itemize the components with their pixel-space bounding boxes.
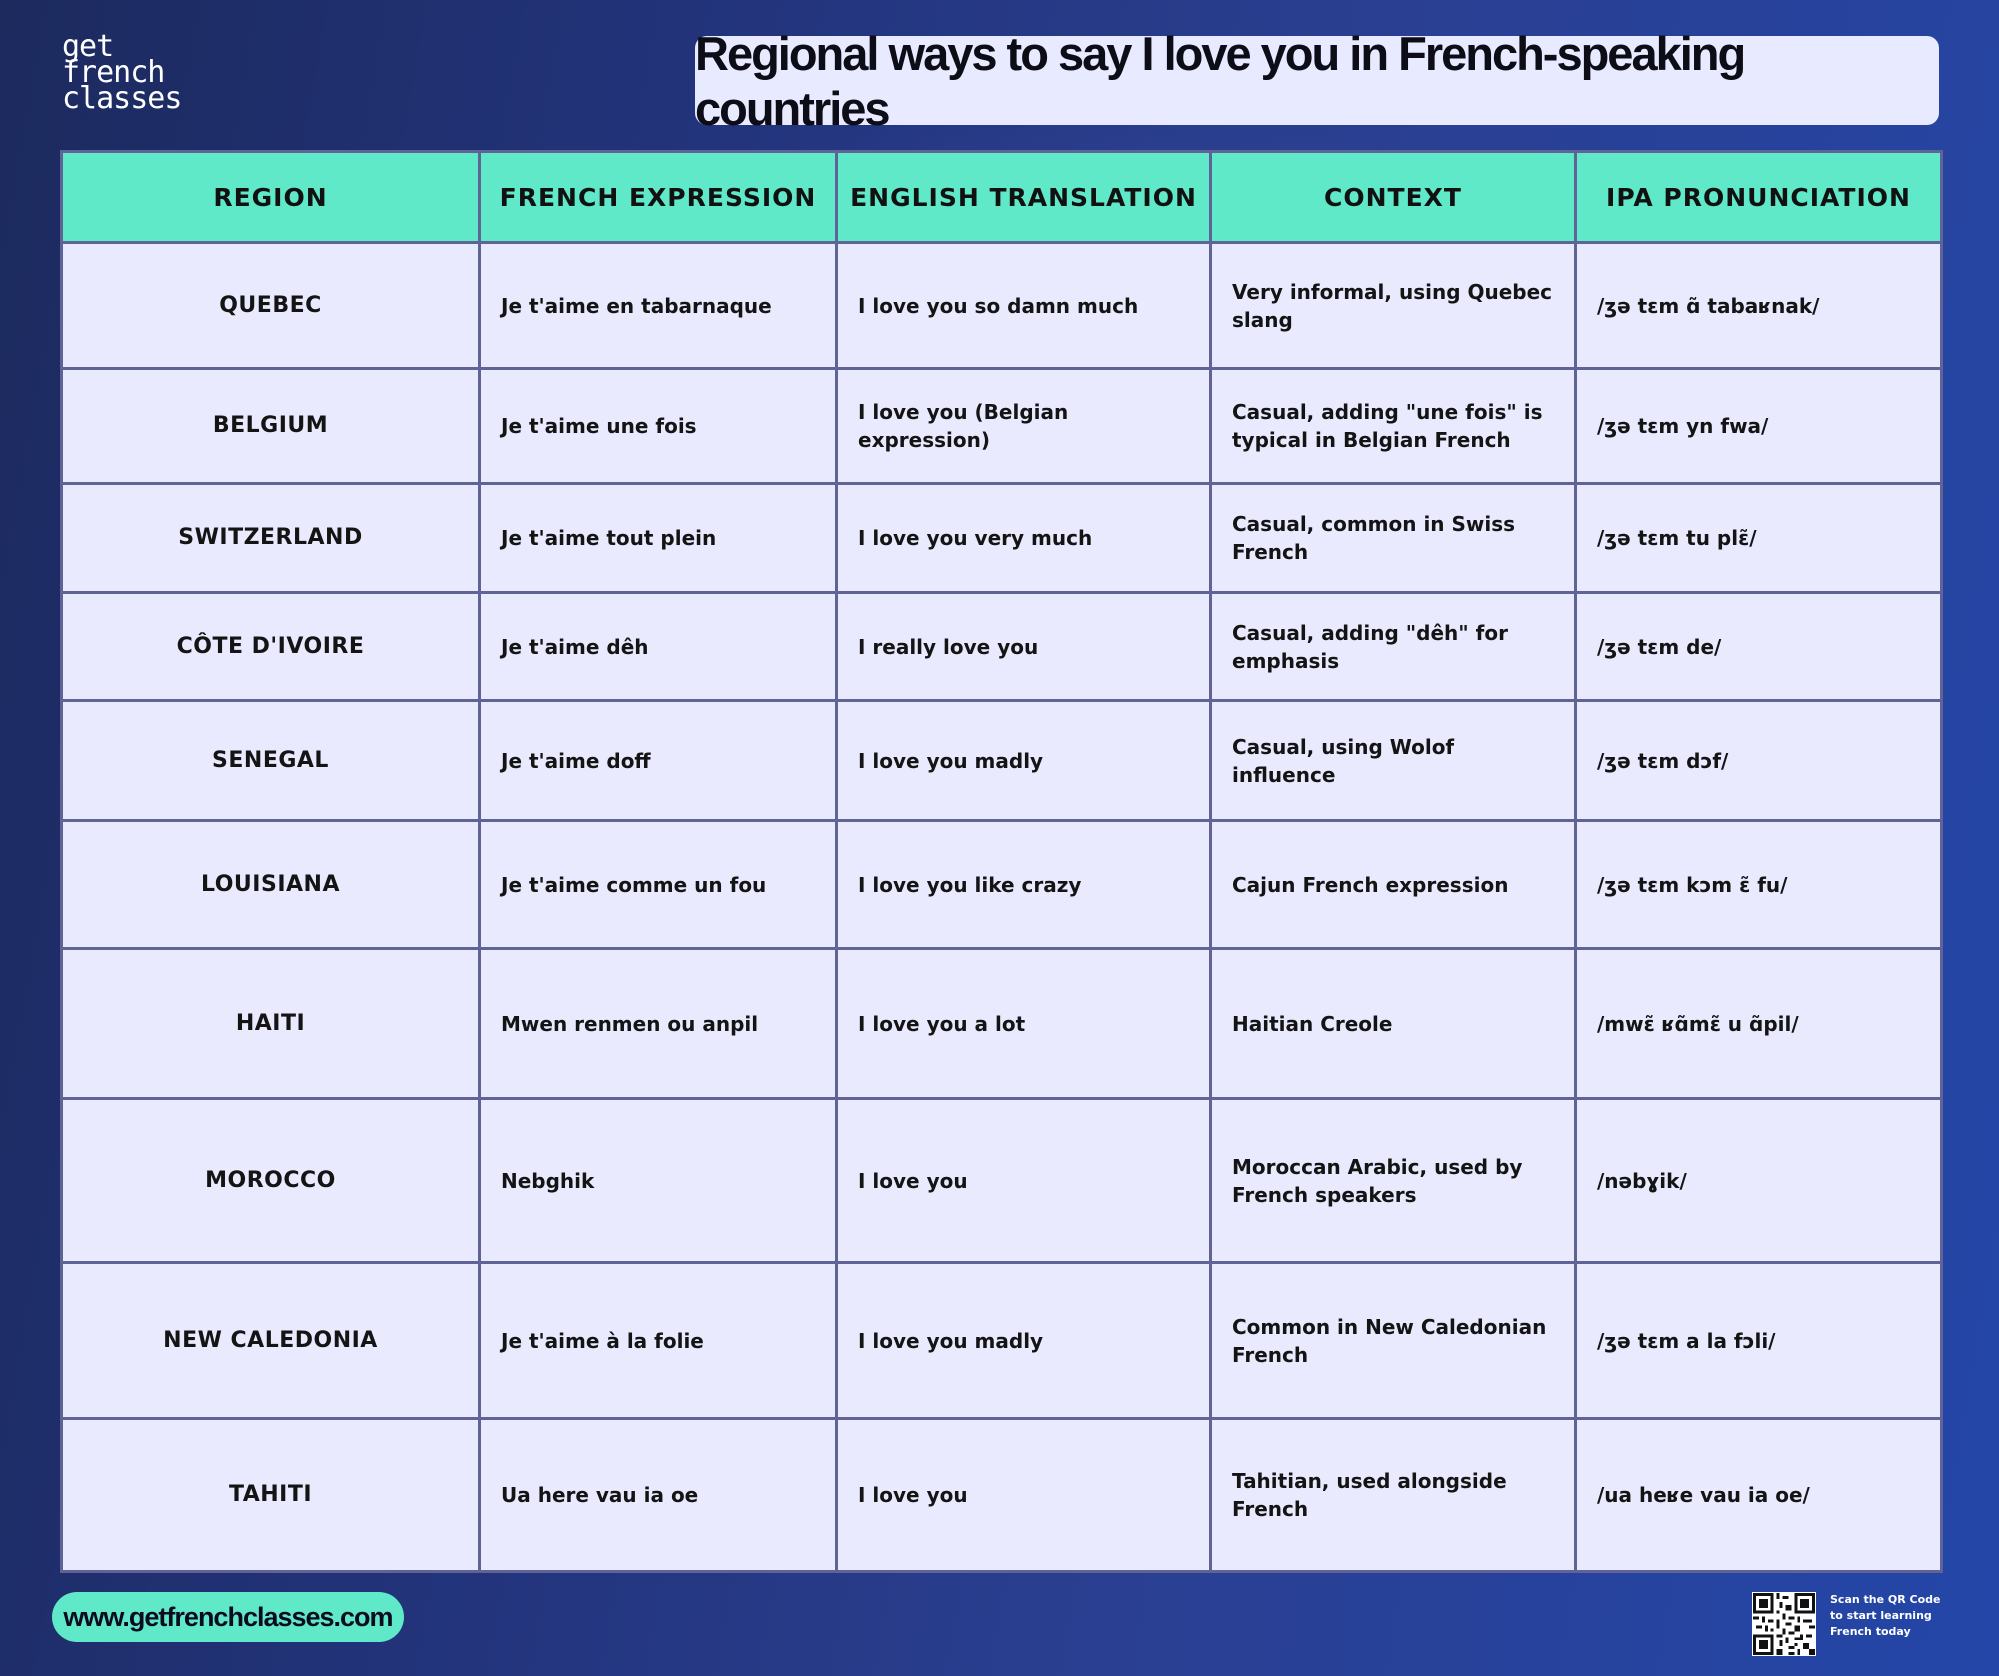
translation-cell: I love you so damn much — [837, 243, 1211, 369]
qr-caption: Scan the QR Code to start learning French today — [1830, 1593, 1941, 1638]
table-row — [62, 949, 1942, 1099]
region-cell: MOROCCO — [62, 1099, 480, 1263]
translation-cell: I really love you — [837, 593, 1211, 701]
context-cell: Casual, using Wolof influence — [1211, 701, 1576, 821]
ipa-cell: /mwɛ̃ ʁɑ̃mɛ̃ u ɑ̃pil/ — [1576, 949, 1942, 1099]
region-cell: HAITI — [62, 949, 480, 1099]
ipa-cell: /ʒə tɛm yn fwa/ — [1576, 369, 1942, 484]
translation-cell: I love you (Belgian expression) — [837, 369, 1211, 484]
table-row — [62, 1099, 1942, 1263]
table-row — [62, 369, 1942, 484]
expression-cell: Nebghik — [480, 1099, 837, 1263]
header-context: CONTEXT — [1211, 152, 1576, 243]
expression-cell: Je t'aime doff — [480, 701, 837, 821]
expression-cell: Je t'aime une fois — [480, 369, 837, 484]
region-cell: SWITZERLAND — [62, 484, 480, 593]
title-banner — [695, 26, 1939, 135]
context-cell: Common in New Caledonian French — [1211, 1263, 1576, 1419]
header-english-translation: ENGLISH TRANSLATION — [837, 152, 1211, 243]
ipa-cell: /ʒə tɛm a la fɔli/ — [1576, 1263, 1942, 1419]
ipa-cell: /ʒə tɛm dɔf/ — [1576, 701, 1942, 821]
translation-cell: I love you madly — [837, 701, 1211, 821]
ipa-cell: /ʒə tɛm ɑ̃ tabaʁnak/ — [1576, 243, 1942, 369]
context-cell: Casual, adding "dêh" for emphasis — [1211, 593, 1576, 701]
translation-cell: I love you a lot — [837, 949, 1211, 1099]
region-cell: NEW CALEDONIA — [62, 1263, 480, 1419]
region-cell: CÔTE D'IVOIRE — [62, 593, 480, 701]
expression-cell: Je t'aime en tabarnaque — [480, 243, 837, 369]
ipa-cell: /ʒə tɛm de/ — [1576, 593, 1942, 701]
regional-expressions-table — [60, 150, 1943, 1573]
table-row — [62, 484, 1942, 593]
expression-cell: Je t'aime comme un fou — [480, 821, 837, 949]
ipa-cell: /ʒə tɛm kɔm ɛ̃ fu/ — [1576, 821, 1942, 949]
region-cell: QUEBEC — [62, 243, 480, 369]
table-row — [62, 1419, 1942, 1572]
qr-code-graphic — [1753, 1593, 1815, 1655]
expression-cell: Ua here vau ia oe — [480, 1419, 837, 1572]
translation-cell: I love you very much — [837, 484, 1211, 593]
table-header-row — [62, 152, 1942, 243]
header-french-expression: FRENCH EXPRESSION — [480, 152, 837, 243]
region-cell: BELGIUM — [62, 369, 480, 484]
translation-cell: I love you — [837, 1419, 1211, 1572]
ipa-cell: /nəbɣik/ — [1576, 1099, 1942, 1263]
table-row — [62, 243, 1942, 369]
translation-cell: I love you — [837, 1099, 1211, 1263]
context-cell: Very informal, using Quebec slang — [1211, 243, 1576, 369]
header-ipa-pronunciation: IPA PRONUNCIATION — [1576, 152, 1942, 243]
context-cell: Haitian Creole — [1211, 949, 1576, 1099]
table-row — [62, 821, 1942, 949]
logo-line-classes: classes — [62, 81, 182, 116]
context-cell: Moroccan Arabic, used by French speakers — [1211, 1099, 1576, 1263]
ipa-cell: /ʒə tɛm tu plɛ̃/ — [1576, 484, 1942, 593]
table-row — [62, 701, 1942, 821]
translation-cell: I love you madly — [837, 1263, 1211, 1419]
logo-line-french: french — [62, 55, 165, 90]
context-cell: Casual, common in Swiss French — [1211, 484, 1576, 593]
translation-cell: I love you like crazy — [837, 821, 1211, 949]
logo-line-get: get — [62, 29, 114, 64]
region-cell: LOUISIANA — [62, 821, 480, 949]
context-cell: Tahitian, used alongside French — [1211, 1419, 1576, 1572]
ipa-cell: /ua heʁe vau ia oe/ — [1576, 1419, 1942, 1572]
context-cell: Cajun French expression — [1211, 821, 1576, 949]
page-title: Regional ways to say I love you in French-speaking countries — [695, 26, 1745, 135]
table-row — [62, 1263, 1942, 1419]
header-region: REGION — [62, 152, 480, 243]
region-cell: TAHITI — [62, 1419, 480, 1572]
expression-cell: Je t'aime dêh — [480, 593, 837, 701]
qr-code-icon[interactable] — [1752, 1592, 1816, 1656]
brand-logo — [62, 29, 182, 116]
expression-cell: Je t'aime à la folie — [480, 1263, 837, 1419]
table-row — [62, 593, 1942, 701]
expression-cell: Mwen renmen ou anpil — [480, 949, 837, 1099]
website-link[interactable]: www.getfrenchclasses.com — [52, 1592, 404, 1642]
region-cell: SENEGAL — [62, 701, 480, 821]
expression-cell: Je t'aime tout plein — [480, 484, 837, 593]
context-cell: Casual, adding "une fois" is typical in Belgian French — [1211, 369, 1576, 484]
